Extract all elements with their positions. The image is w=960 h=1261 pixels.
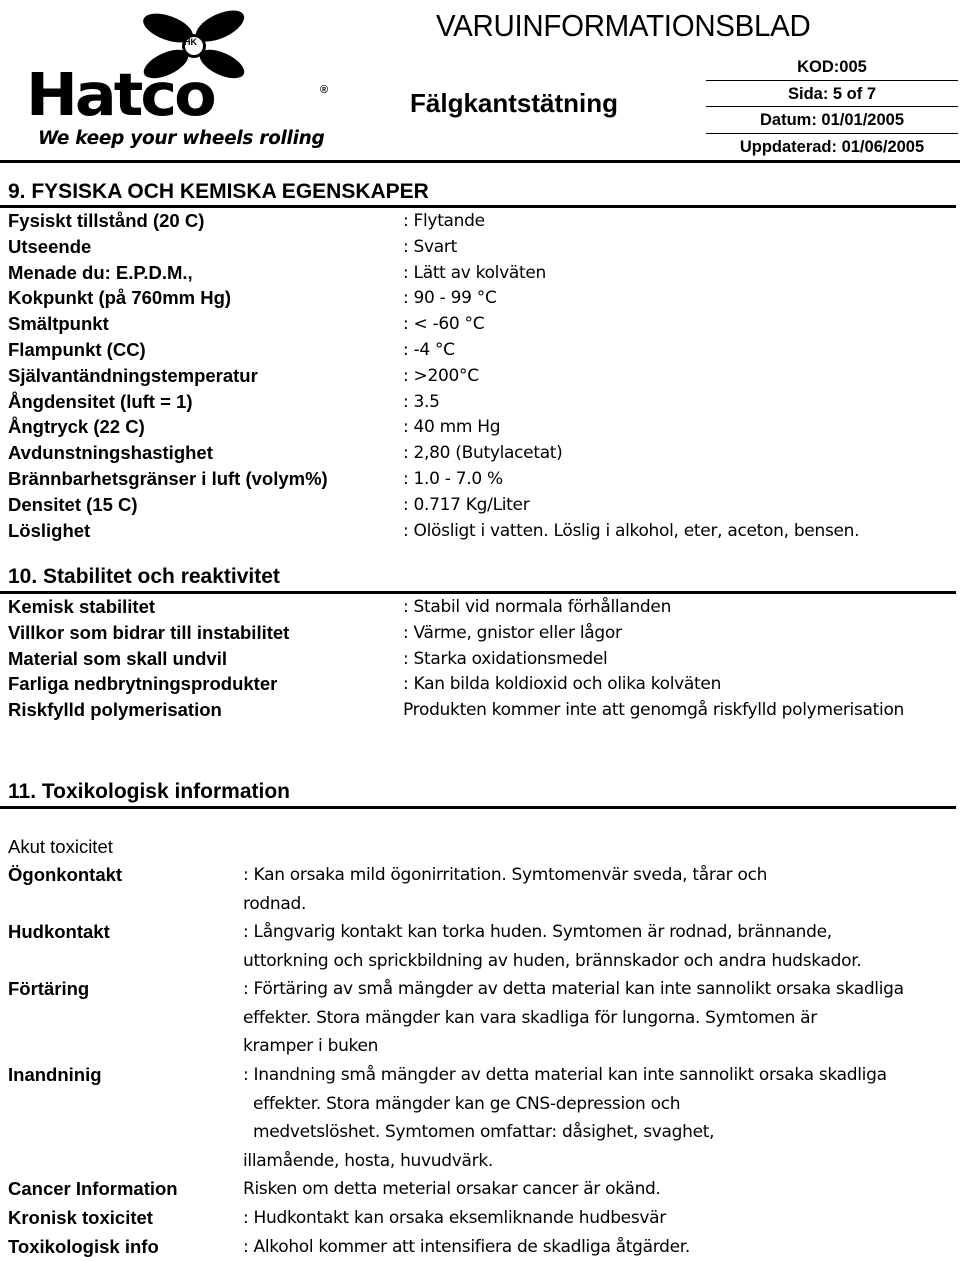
section-10-title: 10. Stabilitet och reaktivitet xyxy=(8,565,280,588)
stability-value: : Värme, gnistor eller lågor xyxy=(403,622,622,643)
toxicology-text-line: : Förtäring av små mängder av detta material kan inte sannolikt orsaka skadliga xyxy=(243,979,904,999)
section-11-divider xyxy=(0,806,956,809)
toxicology-text-line: effekter. Stora mängder kan ge CNS-depression och xyxy=(253,1093,681,1114)
toxicology-text-line: uttorkning och sprickbildning av huden, brännskador och andra hudskador. xyxy=(243,950,862,971)
property-label: Densitet (15 C) xyxy=(8,493,138,515)
logo-tagline: We keep your wheels rolling xyxy=(38,128,325,149)
property-value: : 40 mm Hg xyxy=(403,417,501,438)
toxicology-text-line: medvetslöshet. Symtomen omfattar: dåsighet, svaghet, xyxy=(253,1122,715,1143)
property-value: : 3.5 xyxy=(403,391,440,412)
section-10-divider xyxy=(0,591,956,594)
property-label: Flampunkt (CC) xyxy=(8,339,146,360)
toxicology-text-line: : Hudkontakt kan orsaka eksemliknande hudbesvär xyxy=(243,1208,666,1228)
property-label: Fysiskt tillstånd (20 C) xyxy=(8,210,205,231)
toxicology-label: Ögonkontakt xyxy=(8,864,123,885)
section-9-divider xyxy=(0,205,956,208)
stability-value: : Starka oxidationsmedel xyxy=(403,648,608,669)
property-label: Kokpunkt (på 760mm Hg) xyxy=(8,287,232,309)
hatco-logo xyxy=(8,6,338,162)
logo-brand: Hatco xyxy=(26,59,214,130)
property-value: : 0.717 Kg/Liter xyxy=(403,494,530,515)
toxicology-text-line: illamående, hosta, huvudvärk. xyxy=(243,1151,493,1172)
page-label: Sida: 5 of 7 xyxy=(706,80,958,107)
section-9-title: 9. FYSISKA OCH KEMISKA EGENSKAPER xyxy=(8,180,429,203)
property-value: : Olösligt i vatten. Löslig i alkohol, eter, aceton, bensen. xyxy=(403,520,860,541)
property-label: Självantändningstemperatur xyxy=(8,364,258,386)
section-11-title: 11. Toxikologisk information xyxy=(8,780,290,803)
property-value: : Svart xyxy=(403,236,457,257)
property-value: : 1.0 - 7.0 % xyxy=(403,469,503,489)
property-value: : Flytande xyxy=(403,211,485,231)
toxicology-label: Toxikologisk info xyxy=(8,1236,159,1257)
property-value: : Lätt av kolväten xyxy=(403,262,546,283)
toxicology-text-line: : Kan orsaka mild ögonirritation. Symtomenvär sveda, tårar och xyxy=(243,865,768,885)
property-value: : 2,80 (Butylacetat) xyxy=(403,443,563,464)
property-label: Ångdensitet (luft = 1) xyxy=(8,390,193,412)
document-title: VARUINFORMATIONSBLAD xyxy=(436,8,811,43)
document-meta xyxy=(706,54,958,159)
stability-label: Villkor som bidrar till instabilitet xyxy=(8,621,290,643)
stability-label: Material som skall undvil xyxy=(8,647,227,669)
stability-value: : Stabil vid normala förhållanden xyxy=(403,597,672,617)
toxicology-label: Förtäring xyxy=(8,978,90,999)
toxicology-text-line: effekter. Stora mängder kan vara skadliga för lungorna. Symtomen är xyxy=(243,1007,817,1028)
product-name: Fälgkantstätning xyxy=(410,88,619,118)
toxicology-text-line: kramper i buken xyxy=(243,1036,379,1057)
toxicology-label: Hudkontakt xyxy=(8,921,110,942)
toxicology-text-line: : Inandning små mängder av detta material kan inte sannolikt orsaka skadliga xyxy=(243,1065,887,1085)
stability-label: Kemisk stabilitet xyxy=(8,596,156,617)
date-label: Datum: 01/01/2005 xyxy=(706,106,958,133)
property-label: Ångtryck (22 C) xyxy=(8,416,145,438)
stability-value: : Kan bilda koldioxid och olika kolväten xyxy=(403,674,722,695)
toxicology-text-line: Risken om detta meterial orsakar cancer är okänd. xyxy=(243,1179,661,1199)
code-label: KOD:005 xyxy=(797,58,867,76)
property-value: : >200°C xyxy=(403,365,479,386)
property-value: : -4 °C xyxy=(403,340,455,360)
property-value: : < -60 °C xyxy=(403,314,485,335)
property-label: Utseende xyxy=(8,235,92,257)
property-value: : 90 - 99 °C xyxy=(403,288,497,309)
header-divider xyxy=(0,160,960,163)
acute-toxicity-subtitle: Akut toxicitet xyxy=(8,836,113,857)
property-label: Brännbarhetsgränser i luft (volym%) xyxy=(8,468,328,489)
toxicology-label: Kronisk toxicitet xyxy=(8,1207,153,1228)
stability-label: Farliga nedbrytningsprodukter xyxy=(8,673,278,695)
logo-badge: HK xyxy=(184,37,197,47)
property-label: Smältpunkt xyxy=(8,313,109,335)
toxicology-label: Inandninig xyxy=(8,1064,102,1085)
property-label: Löslighet xyxy=(8,519,91,541)
toxicology-text-line: rodnad. xyxy=(243,893,307,914)
property-label: Avdunstningshastighet xyxy=(8,442,213,464)
updated-label: Uppdaterad: 01/06/2005 xyxy=(706,133,958,160)
stability-label: Riskfylld polymerisation xyxy=(8,699,222,721)
toxicology-label: Cancer Information xyxy=(8,1178,178,1199)
toxicology-text-line: : Långvarig kontakt kan torka huden. Symtomen är rodnad, brännande, xyxy=(243,922,832,942)
property-label: Menade du: E.P.D.M., xyxy=(8,261,193,283)
stability-value: Produkten kommer inte att genomgå riskfylld polymerisation xyxy=(403,700,905,721)
logo-registered: ® xyxy=(320,84,329,96)
toxicology-text-line: : Alkohol kommer att intensifiera de skadliga åtgärder. xyxy=(243,1237,691,1257)
